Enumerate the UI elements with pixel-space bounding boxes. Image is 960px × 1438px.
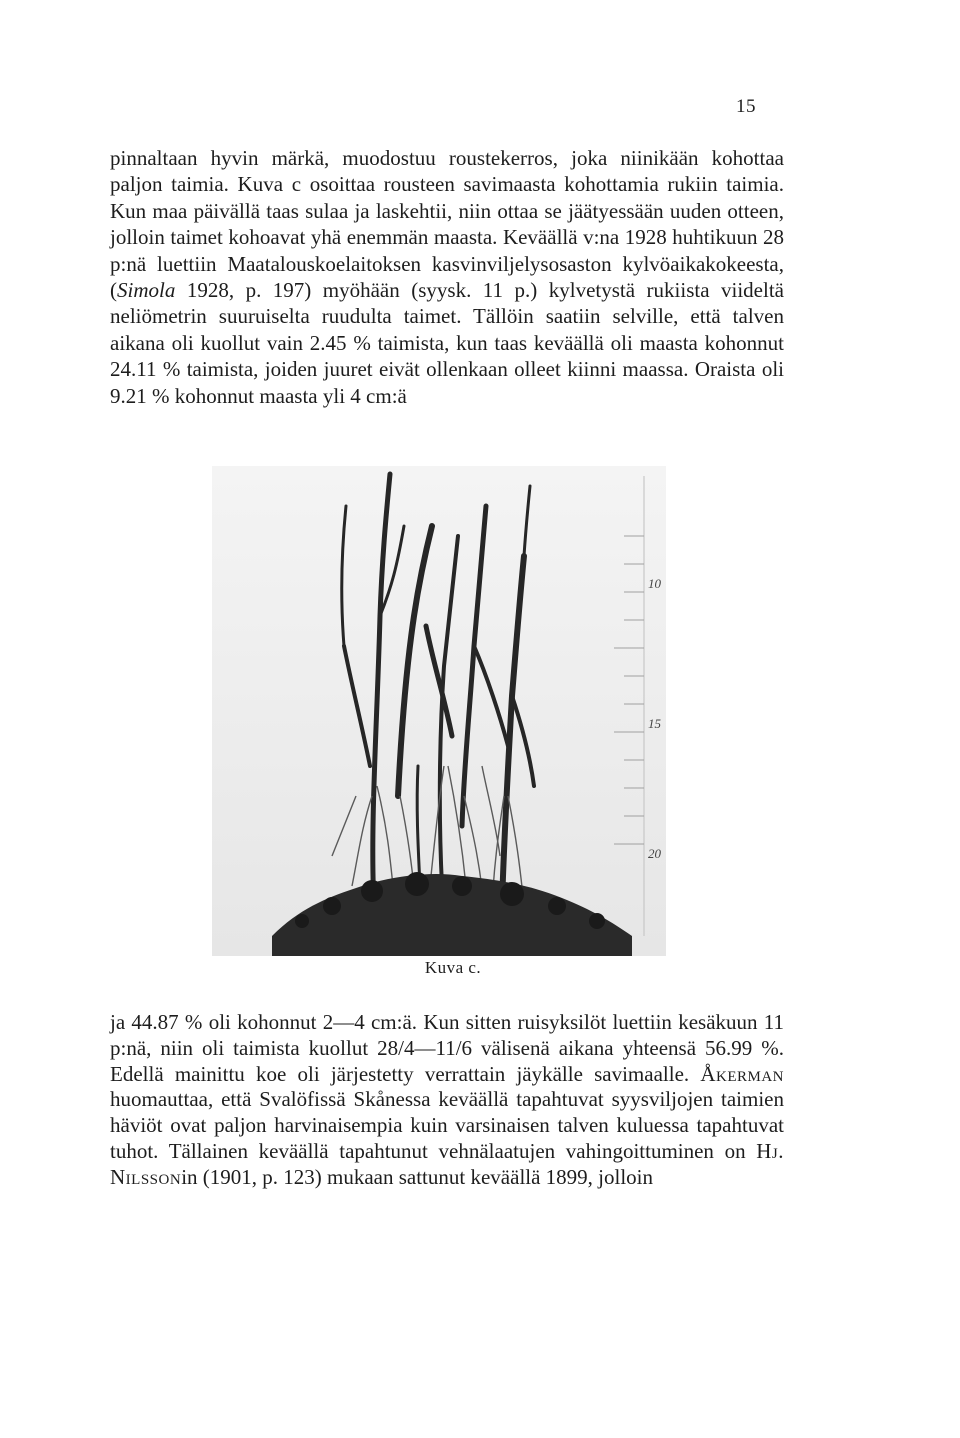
body-text-bottom <box>110 1010 784 1191</box>
scale-label-10: 10 <box>648 576 661 591</box>
author-name: Åkerman <box>700 1061 784 1086</box>
text-run: 1928, p. 197) myöhään (syysk. 11 p.) kylvetystä rukiista viideltä neliömetrin suuruiselta ruudulta taimet. Tällöin saatiin selville, että talven aikana oli kuollut vain 2.45 % taimista, kun taas keväällä oli maasta kohonnut 24.11 % taimista, joiden juuret eivät ollenkaan olleet kiinni maassa. Oraista oli 9.21 % kohonnut maasta yli 4 cm:ä <box>110 278 784 408</box>
text-run: ja 44.87 % oli kohonnut 2—4 cm:ä. Kun sitten ruisyksilöt luettiin kesäkuun 11 p:nä, niin oli taimista kuollut 28/4—11/6 välisenä aikana yhteensä 56.99 %. Edellä mainittu koe oli järjestetty verrattain jäykälle savimaalle. <box>110 1010 784 1086</box>
text-run: pinnaltaan hyvin märkä, muodostuu roustekerros, joka niinikään kohottaa paljon taimia. Kuva c osoittaa rousteen savimaasta kohottamia rukiin taimia. Kun maa päivällä taas sulaa ja laskehtii, niin ottaa se jäätyessään uuden otteen, jolloin taimet kohoavat yhä enemmän maasta. Keväällä v:na 1928 huhtikuun 28 p:nä luettiin Maatalouskoelaitoksen kasvinviljelysosaston kylvöaikakokeesta, ( <box>110 146 784 303</box>
text-run: huomauttaa, että Svalöfissä Skånessa keväällä tapahtuvat syysviljojen taimien häviöt ovat paljon harvinaisempia kuin varsinaisen talven kuluessa tapahtuvat tuhot. Tällainen keväällä tapahtunut vehnälaatujen vahingoittuminen on <box>110 1087 784 1163</box>
citation-author: Simola <box>117 278 176 303</box>
scale-label-20: 20 <box>648 846 661 861</box>
rye-seedlings-photo <box>212 466 666 956</box>
author-name: Hj. Nilsson <box>110 1138 784 1189</box>
page-number: 15 <box>736 96 756 117</box>
paragraph <box>110 1010 784 1191</box>
body-text-top <box>110 145 784 409</box>
figure-caption: Kuva c. <box>424 958 482 977</box>
text-run: in (1901, p. 123) mukaan sattunut keväällä 1899, jolloin <box>181 1164 654 1189</box>
paragraph <box>110 145 784 409</box>
figure-photo <box>212 466 666 956</box>
scale-label-15: 15 <box>648 716 661 731</box>
